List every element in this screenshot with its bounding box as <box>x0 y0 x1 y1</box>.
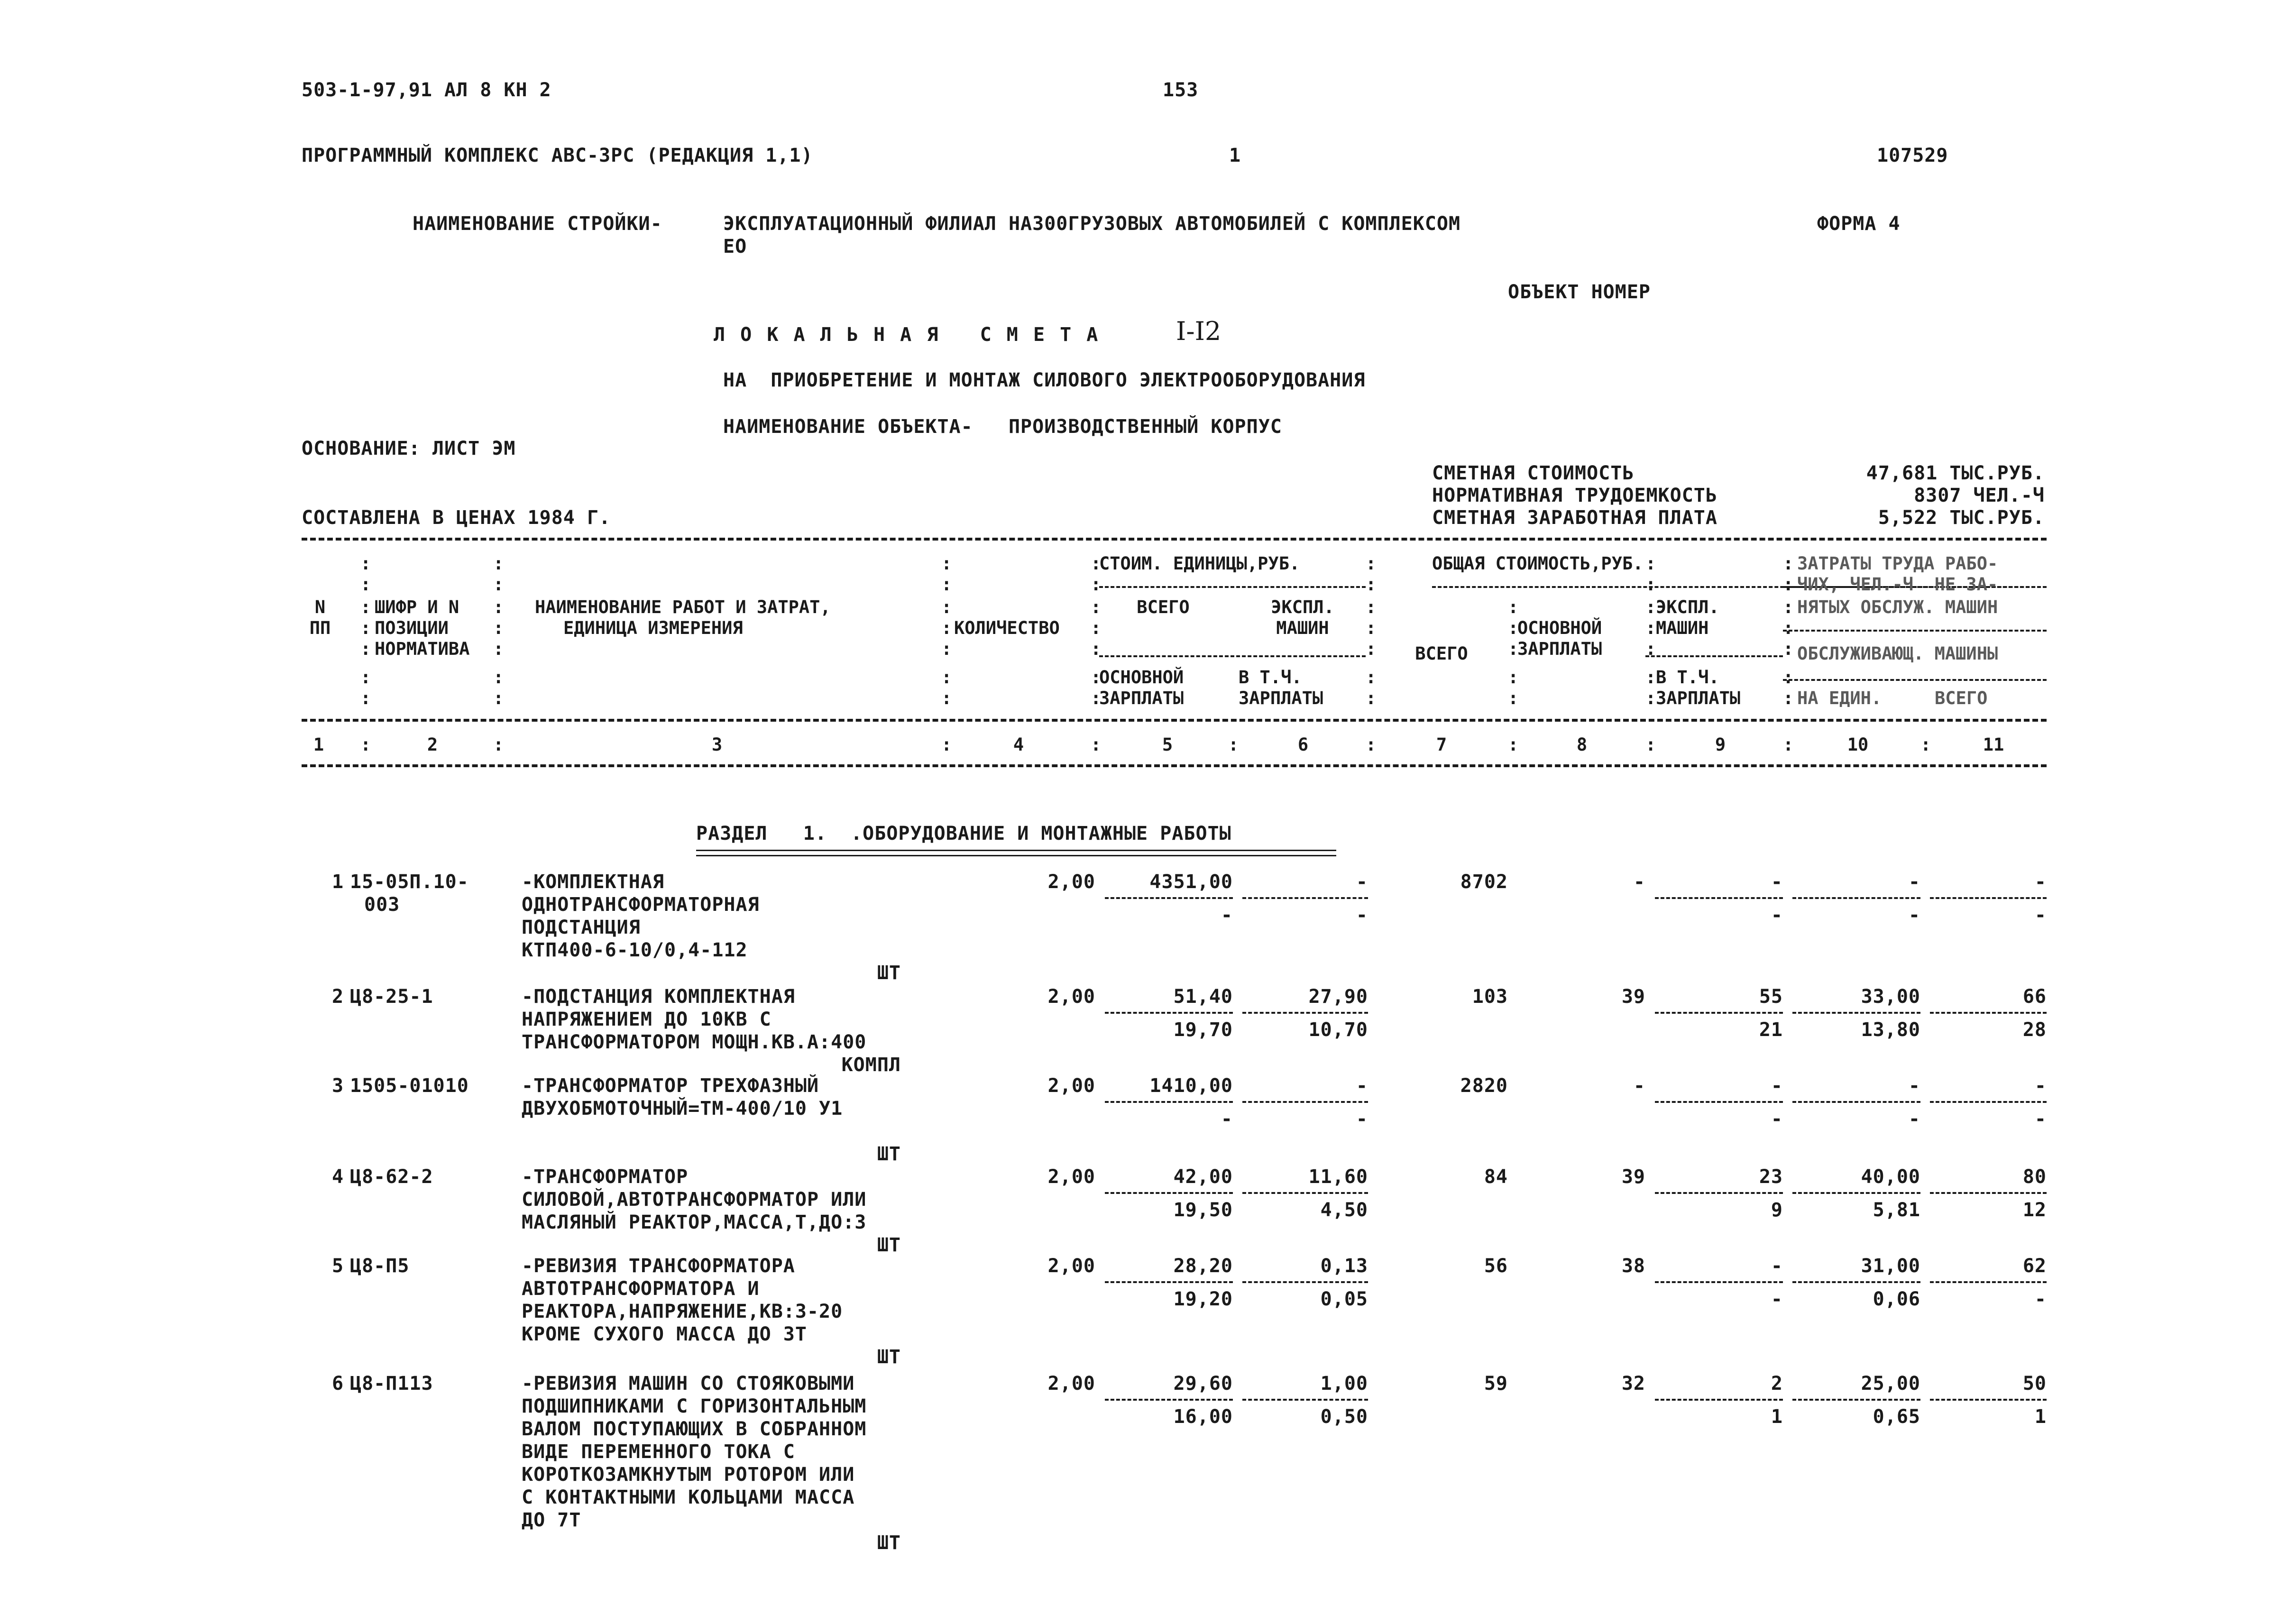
row-unit-machines: 27,90 <box>1308 986 1368 1008</box>
row-unit: ШТ <box>877 962 901 984</box>
summary-value: 47,681 ТЫС.РУБ. <box>1866 462 2045 484</box>
row-description: СИЛОВОЙ,АВТОТРАНСФОРМАТОР ИЛИ <box>522 1189 867 1211</box>
row-unit-total: 29,60 <box>1173 1373 1233 1395</box>
column-separator: : <box>1366 618 1377 638</box>
cell-divider <box>1930 1012 2047 1014</box>
column-separator: : <box>1783 667 1794 688</box>
column-separator: : <box>1366 688 1377 708</box>
row-unit-wage: 16,00 <box>1173 1406 1233 1428</box>
row-labor-total-b: 12 <box>2022 1199 2047 1221</box>
row-labor-unit: - <box>1908 871 1920 893</box>
program-name: ПРОГРАММНЫЙ КОМПЛЕКС АВС-3РС (РЕДАКЦИЯ 1,1) <box>302 145 813 166</box>
head-total-mach: МАШИН <box>1656 618 1709 638</box>
header-sub-rule <box>1099 655 1366 657</box>
column-separator: : <box>493 688 504 708</box>
row-quantity: 2,00 <box>1047 1373 1095 1395</box>
row-labor-unit-b: 0,06 <box>1873 1288 1920 1310</box>
row-number: 4 <box>332 1166 344 1188</box>
construction-name: ЭКСПЛУАТАЦИОННЫЙ ФИЛИАЛ НАЗ00ГРУЗОВЫХ АВТОМОБИЛЕЙ С КОМПЛЕКСОМ <box>723 213 1461 235</box>
column-separator: : <box>1783 734 1794 755</box>
row-quantity: 2,00 <box>1047 986 1095 1008</box>
row-labor-unit-b: 5,81 <box>1873 1199 1920 1221</box>
cell-divider <box>1105 1192 1233 1194</box>
row-code: 15-05П.10- <box>350 871 469 893</box>
row-unit: КОМПЛ <box>841 1054 901 1076</box>
row-total-wage: 39 <box>1621 986 1645 1008</box>
row-description: МАСЛЯНЫЙ РЕАКТОР,МАССА,Т,ДО:3 <box>522 1211 867 1233</box>
estimate-title: Л О К А Л Ь Н А Я С М Е Т А <box>714 324 1100 346</box>
row-number: 6 <box>332 1373 344 1395</box>
column-separator: : <box>493 553 504 574</box>
row-unit-machines: 0,13 <box>1320 1255 1368 1277</box>
cell-divider <box>1105 1399 1233 1401</box>
column-separator: : <box>941 639 952 659</box>
cell-divider <box>1792 1281 1920 1283</box>
row-description: НАПРЯЖЕНИЕМ ДО 10КВ С <box>522 1009 771 1030</box>
column-separator: : <box>493 639 504 659</box>
row-total-cost: 103 <box>1472 986 1508 1008</box>
row-unit-machines: 11,60 <box>1308 1166 1368 1188</box>
column-separator: : <box>1091 734 1102 755</box>
column-separator: : <box>1366 597 1377 617</box>
row-total-cost: 56 <box>1484 1255 1508 1277</box>
head-labor: ЗАТРАТЫ ТРУДА РАБО- <box>1797 553 1998 574</box>
head-n: ПП <box>309 618 331 638</box>
column-separator: : <box>493 574 504 595</box>
cell-divider <box>1930 1192 2047 1194</box>
head-qty: КОЛИЧЕСТВО <box>954 618 1060 638</box>
header-sub-rule <box>1645 655 1783 657</box>
column-separator: : <box>1508 667 1519 688</box>
summary-value: 8307 ЧЕЛ.-Ч <box>1914 485 2045 506</box>
table-top-rule <box>302 538 2047 541</box>
column-separator: : <box>1228 734 1239 755</box>
row-code: Ц8-25-1 <box>350 986 433 1008</box>
column-separator: : <box>1366 639 1377 659</box>
head-unit-incl: В Т.Ч. <box>1239 667 1302 688</box>
row-number: 2 <box>332 986 344 1008</box>
row-unit-machines: - <box>1356 871 1368 893</box>
head-unit-incl: ЗАРПЛАТЫ <box>1239 688 1323 708</box>
row-description: ДВУХОБМОТОЧНЫЙ=ТМ-400/10 У1 <box>522 1098 843 1119</box>
column-separator: : <box>1366 667 1377 688</box>
cell-divider <box>1242 1012 1368 1014</box>
row-code: 003 <box>364 894 400 916</box>
column-number: 6 <box>1297 734 1309 755</box>
row-unit-incl-wage: 10,70 <box>1308 1019 1368 1041</box>
column-number: 4 <box>1013 734 1024 755</box>
object-name: НАИМЕНОВАНИЕ ОБЪЕКТА- ПРОИЗВОДСТВЕННЫЙ КОРПУС <box>723 416 1282 438</box>
cell-divider <box>1655 897 1783 899</box>
row-description: -РЕВИЗИЯ ТРАНСФОРМАТОРА <box>522 1255 795 1277</box>
row-number: 3 <box>332 1075 344 1097</box>
row-unit-incl-wage: 4,50 <box>1320 1199 1368 1221</box>
column-separator: : <box>493 597 504 617</box>
head-labor-unit: НА ЕДИН. <box>1797 688 1882 708</box>
row-labor-total-b: 1 <box>2034 1406 2047 1428</box>
row-total-incl-wage: - <box>1771 1108 1783 1130</box>
column-separator: : <box>493 618 504 638</box>
row-unit-total: 51,40 <box>1173 986 1233 1008</box>
column-separator: : <box>1645 734 1656 755</box>
head-labor: ОБСЛУЖИВАЮЩ. МАШИНЫ <box>1797 643 1998 664</box>
row-total-cost: 59 <box>1484 1373 1508 1395</box>
sheet-number: 1 <box>1229 145 1241 166</box>
row-labor-unit: 31,00 <box>1861 1255 1920 1277</box>
column-separator: : <box>941 597 952 617</box>
row-description: ОДНОТРАНСФОРМАТОРНАЯ <box>522 894 760 916</box>
cell-divider <box>1242 897 1368 899</box>
row-labor-unit: 40,00 <box>1861 1166 1920 1188</box>
section-title: РАЗДЕЛ 1. .ОБОРУДОВАНИЕ И МОНТАЖНЫЕ РАБОТЫ <box>696 823 1231 844</box>
column-separator: : <box>1645 553 1656 574</box>
row-labor-unit: - <box>1908 1075 1920 1097</box>
head-total-all: ВСЕГО <box>1415 643 1468 664</box>
row-labor-total-b: - <box>2034 1108 2047 1130</box>
row-labor-total: - <box>2034 871 2047 893</box>
column-separator: : <box>1645 574 1656 595</box>
column-separator: : <box>941 734 952 755</box>
table-header-rule <box>302 719 2047 722</box>
head-code: ШИФР И N <box>375 597 459 617</box>
row-total-machines: 2 <box>1771 1373 1783 1395</box>
cell-divider <box>1930 897 2047 899</box>
head-name: НАИМЕНОВАНИЕ РАБОТ И ЗАТРАТ, <box>535 597 831 617</box>
row-total-machines: - <box>1771 1075 1783 1097</box>
column-number: 2 <box>427 734 438 755</box>
row-unit-wage: - <box>1221 1108 1233 1130</box>
column-separator: : <box>1645 667 1656 688</box>
column-separator: : <box>1783 597 1794 617</box>
cell-divider <box>1655 1399 1783 1401</box>
column-separator: : <box>1645 618 1656 638</box>
row-total-wage: 32 <box>1621 1373 1645 1395</box>
head-unit-wage: ЗАРПЛАТЫ <box>1099 688 1184 708</box>
row-code: Ц8-П5 <box>350 1255 410 1277</box>
cell-divider <box>1242 1192 1368 1194</box>
row-total-incl-wage: 21 <box>1759 1019 1783 1041</box>
head-labor: НЯТЫХ ОБСЛУЖ. МАШИН <box>1797 597 1998 617</box>
summary-label: НОРМАТИВНАЯ ТРУДОЕМКОСТЬ <box>1432 485 1717 506</box>
head-unit-mach: МАШИН <box>1276 618 1329 638</box>
row-labor-unit-b: - <box>1908 904 1920 926</box>
column-separator: : <box>1091 618 1102 638</box>
row-total-incl-wage: - <box>1771 1288 1783 1310</box>
row-unit-incl-wage: 0,50 <box>1320 1406 1368 1428</box>
cell-divider <box>1930 1399 2047 1401</box>
column-number: 9 <box>1715 734 1726 755</box>
head-code: ПОЗИЦИИ <box>375 618 449 638</box>
row-number: 1 <box>332 871 344 893</box>
cell-divider <box>1655 1192 1783 1194</box>
row-description: С КОНТАКТНЫМИ КОЛЬЦАМИ МАССА <box>522 1486 855 1508</box>
cell-divider <box>1930 1101 2047 1103</box>
column-separator: : <box>1783 639 1794 659</box>
row-total-wage: - <box>1633 1075 1645 1097</box>
row-unit-incl-wage: 0,05 <box>1320 1288 1368 1310</box>
column-separator: : <box>1645 597 1656 617</box>
row-unit-total: 42,00 <box>1173 1166 1233 1188</box>
row-unit: ШТ <box>877 1532 901 1554</box>
column-separator: : <box>1366 574 1377 595</box>
header-sub-rule <box>1783 630 2047 632</box>
header-sub-rule <box>1099 586 1366 588</box>
row-description: -ТРАНСФОРМАТОР <box>522 1166 689 1188</box>
row-description: АВТОТРАНСФОРМАТОРА И <box>522 1278 760 1300</box>
row-labor-total: 62 <box>2022 1255 2047 1277</box>
column-separator: : <box>360 639 371 659</box>
head-code: НОРМАТИВА <box>375 639 470 659</box>
form-label: ФОРМА 4 <box>1817 213 1901 235</box>
cell-divider <box>1792 1101 1920 1103</box>
column-separator: : <box>493 667 504 688</box>
cell-divider <box>1242 1101 1368 1103</box>
column-separator: : <box>360 734 371 755</box>
head-total-wage: ЗАРПЛАТЫ <box>1517 639 1602 659</box>
head-total-incl: ЗАРПЛАТЫ <box>1656 688 1741 708</box>
column-separator: : <box>1508 597 1519 617</box>
column-separator: : <box>360 667 371 688</box>
row-total-incl-wage: - <box>1771 904 1783 926</box>
row-description: КТП400-6-10/0,4-112 <box>522 939 748 961</box>
column-separator: : <box>1645 639 1656 659</box>
column-separator: : <box>1508 734 1519 755</box>
summary-label: СМЕТНАЯ СТОИМОСТЬ <box>1432 462 1635 484</box>
row-labor-unit-b: 0,65 <box>1873 1406 1920 1428</box>
head-unit-mach: ЭКСПЛ. <box>1271 597 1334 617</box>
head-n: N <box>314 597 326 617</box>
header-sub-rule <box>1783 679 2047 681</box>
column-separator: : <box>941 618 952 638</box>
summary-label: СМЕТНАЯ ЗАРАБОТНАЯ ПЛАТА <box>1432 507 1717 529</box>
column-number: 5 <box>1162 734 1173 755</box>
doc-code: 503-1-97,91 АЛ 8 КН 2 <box>302 79 551 101</box>
head-total-cost: ОБЩАЯ СТОИМОСТЬ,РУБ. <box>1432 553 1644 574</box>
cell-divider <box>1105 1281 1233 1283</box>
row-unit: ШТ <box>877 1346 901 1368</box>
row-description: -РЕВИЗИЯ МАШИН СО СТОЯКОВЫМИ <box>522 1373 855 1395</box>
basis: ОСНОВАНИЕ: ЛИСТ ЭМ <box>302 438 516 459</box>
row-labor-unit-b: - <box>1908 1108 1920 1130</box>
estimate-number: I-I2 <box>1176 316 1221 346</box>
column-number: 3 <box>711 734 723 755</box>
row-description: -ПОДСТАНЦИЯ КОМПЛЕКТНАЯ <box>522 986 795 1008</box>
row-unit-wage: - <box>1221 904 1233 926</box>
row-total-cost: 8702 <box>1460 871 1508 893</box>
row-labor-total-b: 28 <box>2022 1019 2047 1041</box>
column-separator: : <box>1366 553 1377 574</box>
row-description: ВАЛОМ ПОСТУПАЮЩИХ В СОБРАННОМ <box>522 1418 867 1440</box>
column-number: 1 <box>313 734 324 755</box>
cell-divider <box>1105 1101 1233 1103</box>
row-total-machines: - <box>1771 871 1783 893</box>
row-total-machines: 23 <box>1759 1166 1783 1188</box>
summary-value: 5,522 ТЫС.РУБ. <box>1878 507 2045 529</box>
construction-name-2: ЕО <box>723 236 747 257</box>
row-quantity: 2,00 <box>1047 871 1095 893</box>
row-unit-incl-wage: - <box>1356 1108 1368 1130</box>
head-total-mach: ЭКСПЛ. <box>1656 597 1719 617</box>
column-separator: : <box>1091 639 1102 659</box>
table-numbers-rule <box>302 764 2047 767</box>
row-quantity: 2,00 <box>1047 1075 1095 1097</box>
column-separator: : <box>1508 688 1519 708</box>
column-number: 8 <box>1576 734 1588 755</box>
head-unit-wage: ОСНОВНОЙ <box>1099 667 1184 688</box>
column-separator: : <box>1508 618 1519 638</box>
row-unit-wage: 19,70 <box>1173 1019 1233 1041</box>
column-separator: : <box>360 574 371 595</box>
column-number: 10 <box>1847 734 1869 755</box>
column-separator: : <box>941 574 952 595</box>
column-separator: : <box>1645 688 1656 708</box>
row-labor-total-b: - <box>2034 1288 2047 1310</box>
column-separator: : <box>941 667 952 688</box>
column-separator: : <box>360 618 371 638</box>
column-separator: : <box>1091 597 1102 617</box>
head-unit-total: ВСЕГО <box>1137 597 1190 617</box>
column-separator: : <box>1783 553 1794 574</box>
row-unit-wage: 19,50 <box>1173 1199 1233 1221</box>
column-number: 11 <box>1983 734 2004 755</box>
row-description: КРОМЕ СУХОГО МАССА ДО 3Т <box>522 1323 807 1345</box>
column-separator: : <box>360 597 371 617</box>
section-underline <box>696 850 1336 856</box>
row-unit: ШТ <box>877 1234 901 1256</box>
column-separator: : <box>1366 734 1377 755</box>
column-separator: : <box>1783 574 1794 595</box>
row-total-machines: 55 <box>1759 986 1783 1008</box>
column-separator: : <box>1920 734 1931 755</box>
head-name: ЕДИНИЦА ИЗМЕРЕНИЯ <box>563 618 743 638</box>
column-separator: : <box>1783 688 1794 708</box>
cell-divider <box>1655 1281 1783 1283</box>
page-number: 153 <box>1163 79 1199 101</box>
column-separator: : <box>1091 553 1102 574</box>
row-labor-unit: 25,00 <box>1861 1373 1920 1395</box>
column-separator: : <box>1091 688 1102 708</box>
row-labor-unit-b: 13,80 <box>1861 1019 1920 1041</box>
head-labor-total: ВСЕГО <box>1935 688 1988 708</box>
cell-divider <box>1105 897 1233 899</box>
row-labor-total: 66 <box>2022 986 2047 1008</box>
row-unit-total: 1410,00 <box>1149 1075 1233 1097</box>
column-separator: : <box>493 734 504 755</box>
head-total-wage: ОСНОВНОЙ <box>1517 618 1602 638</box>
row-description: РЕАКТОРА,НАПРЯЖЕНИЕ,КВ:3-20 <box>522 1301 843 1322</box>
row-labor-total: - <box>2034 1075 2047 1097</box>
row-total-incl-wage: 1 <box>1771 1406 1783 1428</box>
row-labor-total: 50 <box>2022 1373 2047 1395</box>
row-unit-total: 4351,00 <box>1149 871 1233 893</box>
row-description: ТРАНСФОРМАТОРОМ МОЩН.КВ.А:400 <box>522 1031 867 1053</box>
row-unit-incl-wage: - <box>1356 904 1368 926</box>
prices-basis: СОСТАВЛЕНА В ЦЕНАХ 1984 Г. <box>302 507 611 529</box>
row-total-wage: 38 <box>1621 1255 1645 1277</box>
row-total-cost: 2820 <box>1460 1075 1508 1097</box>
row-labor-total-b: - <box>2034 904 2047 926</box>
cell-divider <box>1792 1399 1920 1401</box>
column-separator: : <box>360 553 371 574</box>
row-code: 1505-01010 <box>350 1075 469 1097</box>
row-code: Ц8-П113 <box>350 1373 433 1395</box>
column-separator: : <box>941 688 952 708</box>
cell-divider <box>1930 1281 2047 1283</box>
row-description: ПОДШИПНИКАМИ С ГОРИЗОНТАЛЬНЫМ <box>522 1395 867 1417</box>
row-total-wage: - <box>1633 871 1645 893</box>
head-total-incl: В Т.Ч. <box>1656 667 1719 688</box>
row-unit-machines: - <box>1356 1075 1368 1097</box>
row-unit: ШТ <box>877 1143 901 1165</box>
row-labor-total: 80 <box>2022 1166 2047 1188</box>
column-separator: : <box>360 688 371 708</box>
row-description: КОРОТКОЗАМКНУТЫМ РОТОРОМ ИЛИ <box>522 1464 855 1486</box>
row-total-cost: 84 <box>1484 1166 1508 1188</box>
cell-divider <box>1792 897 1920 899</box>
column-separator: : <box>1091 667 1102 688</box>
row-description: ПОДСТАНЦИЯ <box>522 917 641 938</box>
row-description: -ТРАНСФОРМАТОР ТРЕХФАЗНЫЙ <box>522 1075 819 1097</box>
cell-divider <box>1105 1012 1233 1014</box>
object-number: ОБЪЕКТ НОМЕР <box>1508 281 1651 303</box>
row-description: ВИДЕ ПЕРЕМЕННОГО ТОКА С <box>522 1441 795 1463</box>
row-unit-total: 28,20 <box>1173 1255 1233 1277</box>
construction-label: НАИМЕНОВАНИЕ СТРОЙКИ- <box>413 213 662 235</box>
column-separator: : <box>1091 574 1102 595</box>
column-separator: : <box>941 553 952 574</box>
head-unit-cost: СТОИМ. ЕДИНИЦЫ,РУБ. <box>1099 553 1300 574</box>
row-number: 5 <box>332 1255 344 1277</box>
row-code: Ц8-62-2 <box>350 1166 433 1188</box>
cell-divider <box>1792 1192 1920 1194</box>
cell-divider <box>1792 1012 1920 1014</box>
cell-divider <box>1655 1101 1783 1103</box>
row-description: ДО 7Т <box>522 1509 581 1531</box>
column-number: 7 <box>1436 734 1447 755</box>
estimate-purpose: НА ПРИОБРЕТЕНИЕ И МОНТАЖ СИЛОВОГО ЭЛЕКТРООБОРУДОВАНИЯ <box>723 369 1366 391</box>
column-separator: : <box>1508 639 1519 659</box>
column-separator: : <box>1783 618 1794 638</box>
row-quantity: 2,00 <box>1047 1255 1095 1277</box>
row-description: -КОМПЛЕКТНАЯ <box>522 871 664 893</box>
cell-divider <box>1242 1399 1368 1401</box>
row-unit-machines: 1,00 <box>1320 1373 1368 1395</box>
row-labor-unit: 33,00 <box>1861 986 1920 1008</box>
cell-divider <box>1242 1281 1368 1283</box>
row-total-machines: - <box>1771 1255 1783 1277</box>
row-quantity: 2,00 <box>1047 1166 1095 1188</box>
doc-number: 107529 <box>1877 145 1948 166</box>
row-total-incl-wage: 9 <box>1771 1199 1783 1221</box>
row-unit-wage: 19,20 <box>1173 1288 1233 1310</box>
cell-divider <box>1655 1012 1783 1014</box>
head-labor: ЧИХ, ЧЕЛ.-Ч НЕ ЗА- <box>1797 574 1998 595</box>
row-total-wage: 39 <box>1621 1166 1645 1188</box>
